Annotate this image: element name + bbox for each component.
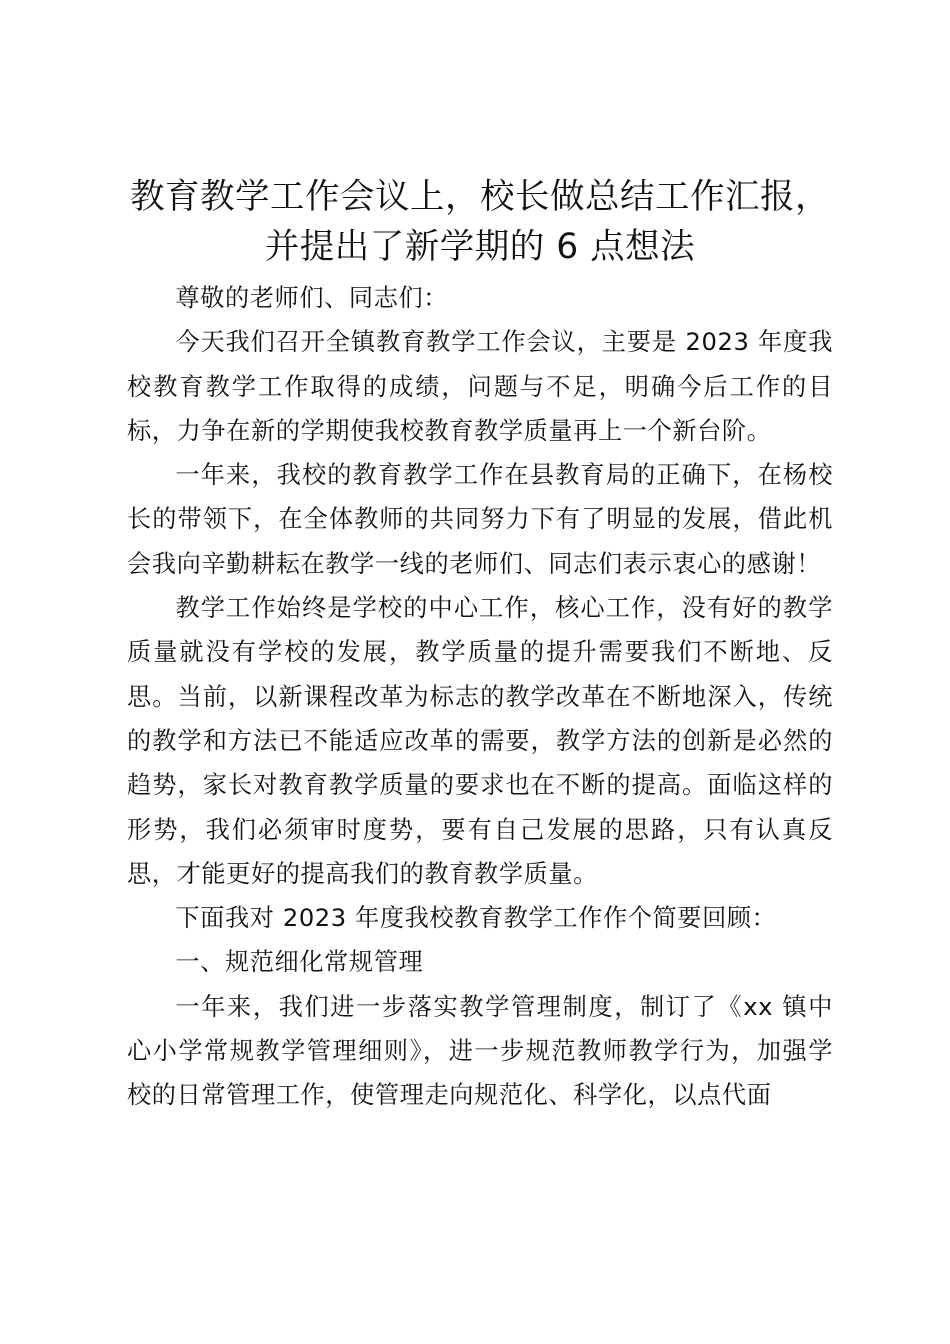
paragraph-teaching-core: 教学工作始终是学校的中心工作，核心工作，没有好的教学质量就没有学校的发展，教学质量的提升需要我们不断地、反思。当前，以新课程改革为标志的教学改革在不断地深入，传统的教学和方法已不能适应改革的需要，教学方法的创新是必然的趋势，家长对教育教学质量的要求也在不断的提高。面临这样的形势，我们必须审时度势，要有自己发展的思路，只有认真反思，才能更好的提高我们的教育教学质量。 — [127, 594, 833, 888]
paragraph-thanks: 一年来，我校的教育教学工作在县教育局的正确下，在杨校长的带领下，在全体教师的共同努力下有了明显的发展，借此机会我向辛勤耕耘在教学一线的老师们、同志们表示衷心的感谢！ — [127, 461, 833, 578]
document-title — [127, 172, 833, 272]
document-body — [127, 276, 833, 1118]
salutation: 尊敬的老师们、同志们： — [175, 284, 449, 312]
document-page — [127, 172, 833, 1118]
paragraph-management: 一年来，我们进一步落实教学管理制度，制订了《xx 镇中心小学常规教学管理细则》，进一步规范教师教学行为，加强学校的日常管理工作，使管理走向规范化、科学化，以点代面 — [127, 992, 833, 1110]
paragraph-review-intro: 下面我对 2023 年度我校教育教学工作作个简要回顾： — [175, 904, 777, 933]
paragraph-intro: 今天我们召开全镇教育教学工作会议，主要是 2023 年度我校教育教学工作取得的成绩，问题与不足，明确今后工作的目标，力争在新的学期使我校教育教学质量再上一个新台阶。 — [127, 328, 833, 445]
title-line-2: 并提出了新学期的 6 点想法 — [264, 227, 696, 267]
section-heading-1: 一、规范细化常规管理 — [175, 948, 424, 977]
title-line-1: 教育教学工作会议上，校长做总结工作汇报， — [130, 177, 830, 217]
